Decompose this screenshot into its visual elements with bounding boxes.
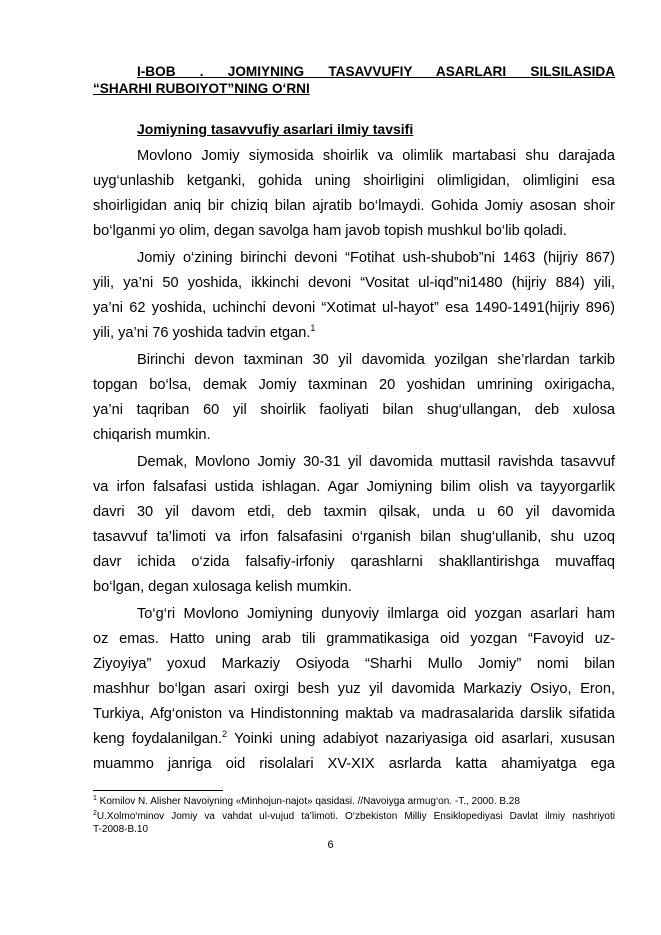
footnote-2	[93, 810, 615, 823]
paragraph-line: Jomiy o‘zining birinchi devoni “Fotihat ush-shubob”ni 1463 (hijriy 867)	[137, 250, 615, 266]
paragraph-line: shoirligidan aniq bir chiziq bilan ajratib bo‘lmaydi. Gohida Jomiy asosan shoir	[93, 198, 615, 214]
paragraph-line: chiqarish mumkin.	[93, 427, 211, 443]
paragraph-line: ya’ni taqriban 60 yil shoirlik faoliyati bilan shug‘ullangan, deb xulosa	[93, 402, 615, 418]
paragraph-line: ya’ni 62 yoshida, uchinchi devoni “Xotimat ul-hayot” esa 1490-1491(hijriy 896)	[93, 300, 615, 316]
chapter-heading-line2: “SHARHI RUBOIYOT”NING O‘RNI	[93, 81, 310, 96]
paragraph-line: davr ichida o‘zida falsafiy-irfoniy qarashlarni shakllantirishga muvaffaq	[93, 554, 615, 570]
paragraph-line: davri 30 yil davom etdi, deb taxmin qilsak, unda u 60 yil davomida	[93, 504, 615, 520]
paragraph-line: To‘g‘ri Movlono Jomiyning dunyoviy ilmlarga oid yozgan asarlari ham	[137, 606, 615, 622]
paragraph-line: topgan bo‘lsa, demak Jomiy taxminan 20 yoshidan umrining oxirigacha,	[93, 377, 615, 393]
footnote-text: U.Xolmo‘minov Jomiy va vahdat ul-vujud ta’limoti. O‘zbekiston Milliy Ensiklopediyasi Davlat ilmiy nashriyoti	[96, 811, 615, 822]
paragraph-line-text: keng foydalanilgan.	[93, 731, 223, 747]
page-number: 6	[327, 839, 334, 851]
footnote-number: 2	[93, 810, 97, 817]
paragraph-line: bo‘lganmi yo olim, degan savolga ham javob topish mushkul bo‘lib qoladi.	[93, 223, 567, 239]
footnote-1	[93, 795, 615, 808]
footnote-2-continuation: T-2008-B.10	[93, 824, 149, 835]
paragraph-line: Turkiya, Afg‘oniston va Hindistonning maktab va madrasalarida darslik sifatida	[93, 706, 615, 722]
paragraph-line: Ziyoyiya” yoxud Markaziy Osiyoda “Sharhi Mullo Jomiy” nomi bilan	[93, 656, 615, 672]
paragraph-line	[93, 323, 615, 343]
paragraph-line: bo‘lgan, degan xulosaga kelish mumkin.	[93, 579, 352, 595]
paragraph-line	[93, 729, 615, 749]
footnote-divider	[93, 790, 223, 791]
paragraph-line: va irfon falsafasi ustida ishlagan. Agar Jomiyning bilim olish va tayyorgarlik	[93, 479, 615, 495]
paragraph-line: oz emas. Hatto uning arab tili grammatikasiga oid yozgan “Favoyid uz-	[93, 631, 615, 647]
paragraph-line: uyg‘unlashib ketganki, gohida uning shoirligini olimligidan, olimligini esa	[93, 173, 615, 189]
paragraph-line: Demak, Movlono Jomiy 30-31 yil davomida muttasil ravishda tasavvuf	[137, 454, 615, 470]
paragraph-line: muammo janriga oid risolalari XV-XIX asrlarda katta ahamiyatga ega	[93, 756, 615, 772]
paragraph-line: Birinchi devon taxminan 30 yil davomida yozilgan she’rlardan tarkib	[137, 352, 615, 368]
section-title: Jomiyning tasavvufiy asarlari ilmiy tavsifi	[137, 121, 414, 137]
footnote-number: 1	[93, 795, 97, 802]
footnote-text: Komilov N. Alisher Navoiyning «Minhojun-najot» qasidasi. //Navoiyga armug‘on. -T., 2000. B.28	[96, 796, 520, 807]
chapter-heading-line1: I-BOB . JOMIYNING TASAVVUFIY ASARLARI SILSILASIDA	[137, 64, 615, 79]
paragraph-line: Movlono Jomiy siymosida shoirlik va olimlik martabasi shu darajada	[137, 148, 615, 164]
footnote-ref[interactable]: 2	[222, 729, 228, 739]
footnote-ref[interactable]: 1	[310, 323, 316, 333]
paragraph-line-text: yili, ya’ni 76 yoshida tadvin etgan.	[93, 325, 311, 341]
paragraph-line: tasavvuf ta’limoti va irfon falsafasini o‘rganish bilan shug‘ullanib, shu uzoq	[93, 529, 615, 545]
paragraph-line-text: Yoinki uning adabiyot nazariyasiga oid asarlari, xususan	[227, 731, 615, 747]
paragraph-line: yili, ya’ni 50 yoshida, ikkinchi devoni “Vositat ul-iqd”ni1480 (hijriy 884) yili,	[93, 275, 615, 291]
paragraph-line: mashhur bo‘lgan asari oxirgi besh yuz yil davomida Markaziy Osiyo, Eron,	[93, 681, 615, 697]
